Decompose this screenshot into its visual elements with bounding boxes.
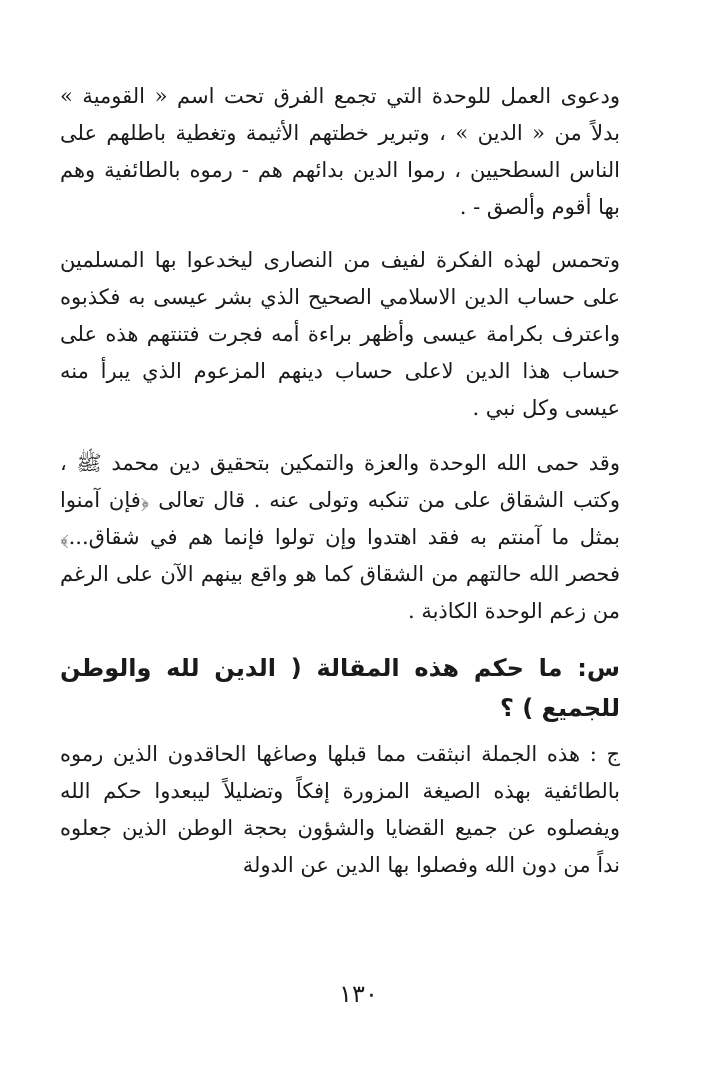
paragraph-2: وتحمس لهذه الفكرة لفيف من النصارى ليخدعوا بها المسلمين على حساب الدين الاسلامي الصحيح الذي بشر عيسى به فكذبوه واعترف بكرامة عيسى وأظهر براءة أمه فجرت فتنتهم هذه على حساب هذا الدين لاعلى حساب دينهم المزعوم الذي يبرأ منه عيسى وكل نبي . xyxy=(60,248,620,420)
page-body xyxy=(60,78,620,902)
paragraph-3: وقد حمى الله الوحدة والعزة والتمكين بتحقيق دين محمد ﷺ ، وكتب الشقاق على من تنكبه وتولى عنه . قال تعالى ﴿فإن آمنوا بمثل ما آمنتم به فقد اهتدوا وإن تولوا فإنما هم في شقاق...﴾ فحصر الله حالتهم من الشقاق كما هو واقع بينهم الآن على الرغم من زعم الوحدة الكاذبة . xyxy=(60,451,620,623)
question-heading: س: ما حكم هذه المقالة ( الدين لله والوطن للجميع ) ؟ xyxy=(60,654,620,722)
page-number: ١٣٠ xyxy=(339,980,378,1008)
paragraph-1: ودعوى العمل للوحدة التي تجمع الفرق تحت اسم « القومية » بدلاً من « الدين » ، وتبرير خطتهم الأثيمة وتغطية باطلهم على الناس السطحيين ، رموا الدين بدائهم هم - رموه بالطائفية وهم بها أقوم وألصق - . xyxy=(60,84,620,219)
answer-paragraph: ج : هذه الجملة انبثقت مما قبلها وصاغها الحاقدون الذين رموه بالطائفية بهذه الصيغة المزورة إفكاً وتضليلاً ليبعدوا حكم الله ويفصلوه عن جميع القضايا والشؤون بحجة الوطن الذين جعلوه نداً من دون الله وفصلوا بها الدين عن الدولة xyxy=(60,742,620,877)
